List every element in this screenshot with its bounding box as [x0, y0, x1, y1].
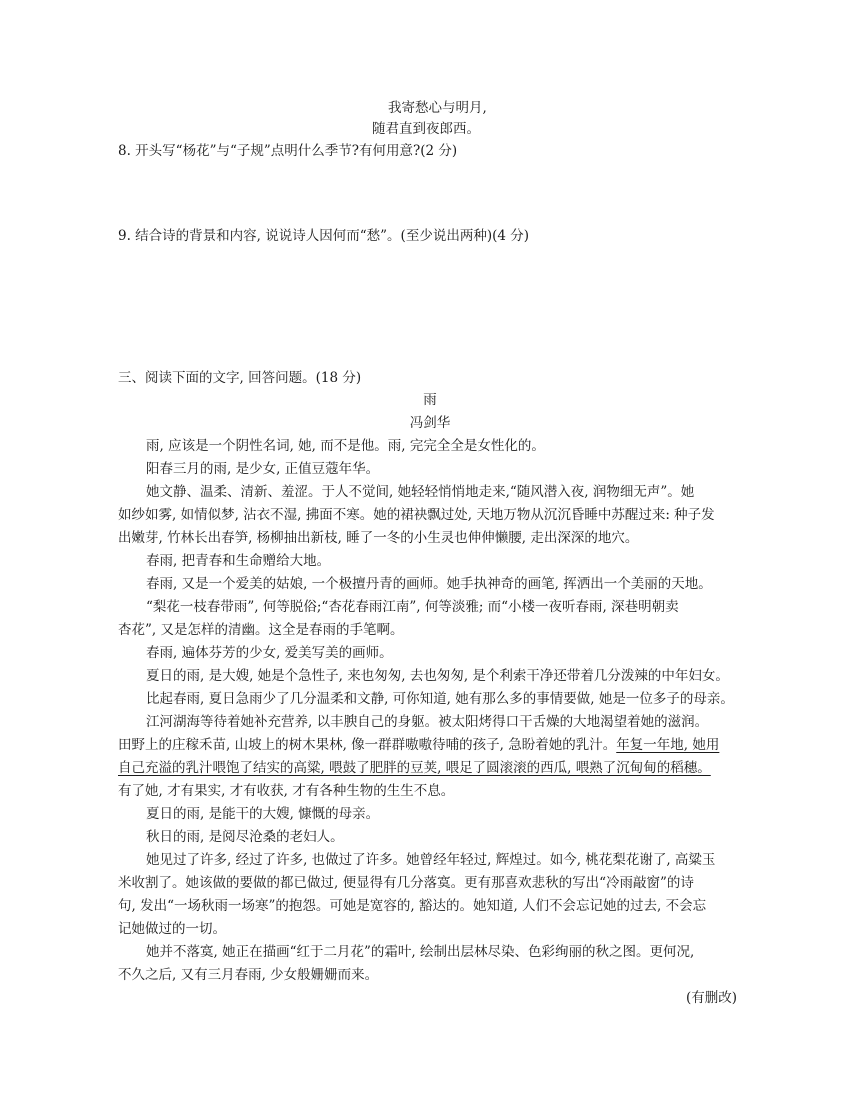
question-9: 9. 结合诗的背景和内容, 说说诗人因何而“愁”。(至少说出两种)(4 分) [118, 228, 530, 244]
paragraph-line: 夏日的雨, 是大嫂, 她是个急性子, 来也匆匆, 去也匆匆, 是个利索干净还带着几分泼辣的中年妇女。 [146, 668, 729, 684]
paragraph-line: 夏日的雨, 是能干的大嫂, 慷慨的母亲。 [146, 806, 380, 822]
paragraph-text: 田野上的庄稼禾苗, 山坡上的树木果林, 像一群群嗷嗷待哺的孩子, 急盼着她的乳汁。 [118, 737, 617, 753]
paragraph-line: 杏花”, 又是怎样的清幽。这全是春雨的手笔啊。 [118, 622, 404, 638]
paragraph-line: 句, 发出“一场秋雨一场寒”的抱怨。可她是宽容的, 豁达的。她知道, 人们不会忘记她的过去, 不会忘 [118, 898, 707, 914]
article-title: 雨 [423, 392, 437, 408]
poem-line-1: 我寄愁心与明月, [388, 100, 487, 116]
paragraph-line: 比起春雨, 夏日急雨少了几分温柔和文静, 可你知道, 她有那么多的事情要做, 她是一位多子的母亲。 [146, 691, 734, 707]
paragraph-line: 雨, 应该是一个阴性名词, 她, 而不是他。雨, 完完全全是女性化的。 [146, 438, 545, 454]
paragraph-line [118, 735, 719, 755]
paragraph-line: 她见过了许多, 经过了许多, 也做过了许多。她曾经年轻过, 辉煌过。如今, 桃花梨花谢了, 高粱玉 [146, 852, 716, 868]
underlined-text: 年复一年地, 她用 [616, 737, 720, 753]
paragraph-line: 不久之后, 又有三月春雨, 少女般姗姗而来。 [118, 967, 379, 983]
paragraph-line: 她并不落寞, 她正在描画“红于二月花”的霜叶, 绘制出层林尽染、色彩绚丽的秋之图。更何况, [146, 944, 695, 960]
paragraph-line: 春雨, 把青春和生命赠给大地。 [146, 553, 331, 569]
paragraph-line: 米收割了。她该做的要做的都已做过, 便显得有几分落寞。更有那喜欢悲秋的写出“冷雨敲窗”的诗 [118, 875, 694, 891]
paragraph-line: 记她做过的一切。 [118, 921, 226, 937]
paragraph-line: 春雨, 遍体芬芳的少女, 爱美写美的画师。 [146, 645, 393, 661]
article-author: 冯剑华 [409, 415, 451, 431]
paragraph-line: 如纱如雾, 如情似梦, 沾衣不湿, 拂面不寒。她的裙袂飘过处, 天地万物从沉沉昏睡中苏醒过来: 种子发 [118, 507, 715, 523]
poem-line-2: 随君直到夜郎西。 [372, 121, 480, 137]
paragraph-line: 秋日的雨, 是阅尽沧桑的老妇人。 [146, 829, 344, 845]
paragraph-line: 阳春三月的雨, 是少女, 正值豆蔻年华。 [146, 461, 380, 477]
paragraph-line: 有了她, 才有果实, 才有收获, 才有各种生物的生生不息。 [118, 783, 455, 799]
paragraph-line: “梨花一枝春带雨”, 何等脱俗;“杏花春雨江南”, 何等淡雅; 而“小楼一夜听春雨, 深巷明朝卖 [146, 599, 679, 615]
paragraph-line: 春雨, 又是一个爱美的姑娘, 一个极擅丹青的画师。她手执神奇的画笔, 挥洒出一个美丽的天地。 [146, 576, 712, 592]
paragraph-line: 她文静、温柔、清新、羞涩。于人不觉间, 她轻轻悄悄地走来,“随风潜入夜, 润物细无声”。她 [146, 484, 695, 500]
paragraph-line: 出嫩芽, 竹林长出春笋, 杨柳抽出新枝, 睡了一冬的小生灵也伸伸懒腰, 走出深深的地穴。 [118, 530, 639, 546]
section-heading: 三、阅读下面的文字, 回答问题。(18 分) [118, 370, 362, 386]
paragraph-line: 江河湖海等待着她补充营养, 以丰腴自己的身躯。被太阳烤得口干舌燥的大地渴望着她的滋润。 [146, 714, 709, 730]
question-8: 8. 开头写“杨花”与“子规”点明什么季节?有何用意?(2 分) [118, 143, 458, 159]
underlined-paragraph-line: 自己充溢的乳汁喂饱了结实的高粱, 喂鼓了肥胖的豆荚, 喂足了圆滚滚的西瓜, 喂熟了沉甸甸的稻穗。 [118, 760, 711, 776]
source-note: (有删改) [686, 990, 738, 1006]
